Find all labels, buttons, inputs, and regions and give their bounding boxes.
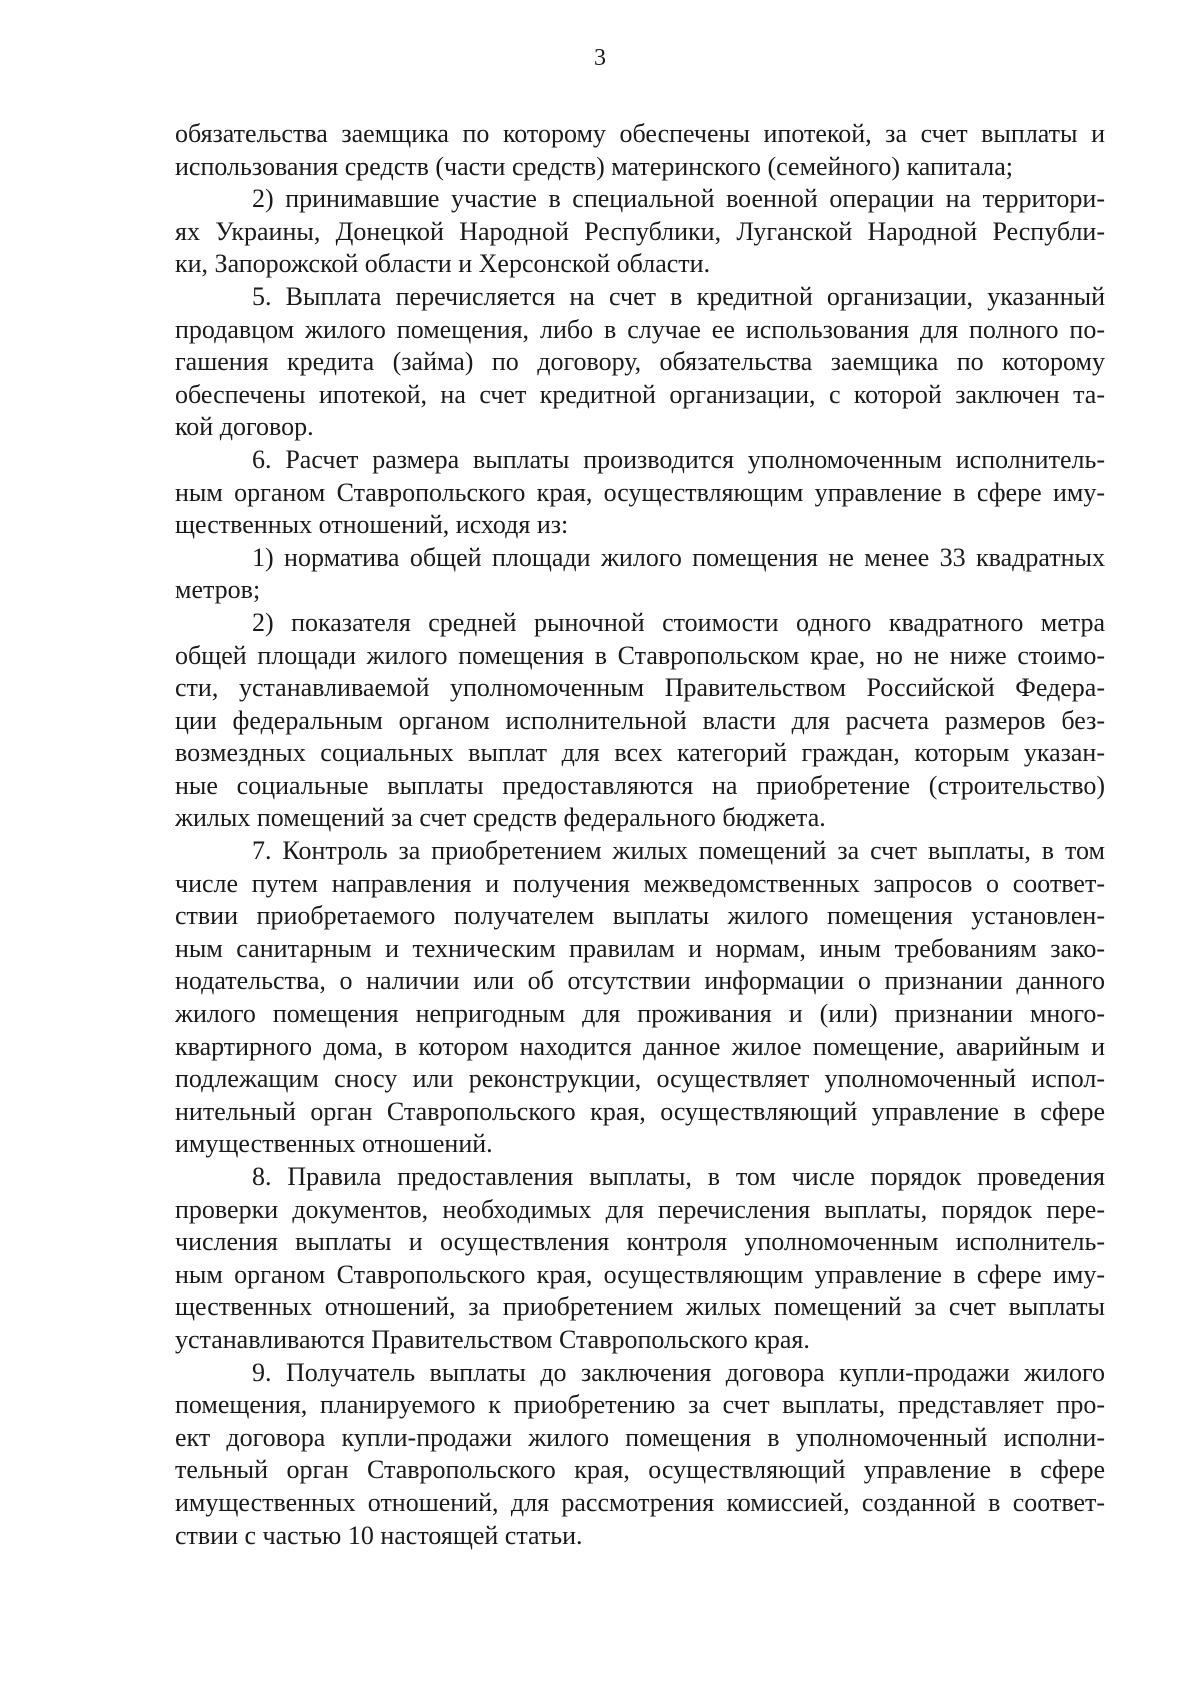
text-line: ствии приобретаемого получателем выплаты жилого помещения установлен-	[175, 901, 1105, 931]
text-line: ные социальные выплаты предоставляются на приобретение (строительство)	[175, 770, 1105, 800]
text-line: сти, устанавливаемой уполномоченным Правительством Российской Федера-	[175, 673, 1105, 703]
text-line: ции федеральным органом исполнительной власти для расчета размеров без-	[175, 705, 1105, 735]
text-line: щественных отношений, исходя из:	[175, 510, 569, 540]
text-line: метров;	[175, 575, 261, 605]
text-line: ным санитарным и техническим правилам и нормам, иным требованиям зако-	[175, 933, 1105, 963]
text-line: нодательства, о наличии или об отсутствии информации о признании данного	[175, 966, 1105, 996]
text-line: кой договор.	[175, 412, 314, 442]
text-line: ект договора купли-продажи жилого помещения в уполномоченный исполни-	[175, 1422, 1105, 1452]
text-line: возмездных социальных выплат для всех категорий граждан, которым указан-	[175, 738, 1105, 768]
text-line: ствии с частью 10 настоящей статьи.	[175, 1520, 583, 1550]
text-line: использования средств (части средств) материнского (семейного) капитала;	[175, 151, 1014, 181]
text-line: ки, Запорожской области и Херсонской области.	[175, 249, 711, 279]
text-line: обязательства заемщика по которому обеспечены ипотекой, за счет выплаты и	[175, 119, 1105, 148]
text-line: проверки документов, необходимых для перечисления выплаты, порядок пере-	[175, 1194, 1105, 1224]
text-line: гашения кредита (займа) по договору, обязательства заемщика по которому	[175, 347, 1105, 377]
text-line: ным органом Ставропольского края, осуществляющим управление в сфере иму-	[175, 477, 1105, 507]
text-line: подлежащим сносу или реконструкции, осуществляет уполномоченный испол-	[175, 1064, 1105, 1094]
text-line: 8. Правила предоставления выплаты, в том числе порядок проведения	[252, 1162, 1105, 1191]
text-line: 5. Выплата перечисляется на счет в кредитной организации, указанный	[252, 281, 1105, 311]
text-line: помещения, планируемого к приобретению за счет выплаты, представляет про-	[175, 1390, 1105, 1420]
text-line: квартирного дома, в котором находится данное жилое помещение, аварийным и	[175, 1031, 1105, 1061]
text-line: 2) принимавшие участие в специальной военной операции на территори-	[252, 184, 1105, 214]
text-line: нительный орган Ставропольского края, осуществляющий управление в сфере	[175, 1096, 1105, 1126]
text-line: имущественных отношений, для рассмотрения комиссией, созданной в соответ-	[175, 1487, 1105, 1517]
text-line: 7. Контроль за приобретением жилых помещений за счет выплаты, в том	[252, 836, 1105, 866]
text-line: числения выплаты и осуществления контроля уполномоченным исполнитель-	[175, 1227, 1105, 1257]
text-line: общей площади жилого помещения в Ставропольском крае, но не ниже стоимо-	[175, 640, 1105, 670]
text-line: 1) норматива общей площади жилого помещения не менее 33 квадратных	[252, 542, 1105, 572]
text-line: тельный орган Ставропольского края, осуществляющий управление в сфере	[175, 1455, 1105, 1485]
document-body	[175, 118, 1105, 1552]
text-line: устанавливаются Правительством Ставропольского края.	[175, 1324, 810, 1354]
text-line: ным органом Ставропольского края, осуществляющим управление в сфере иму-	[175, 1259, 1105, 1289]
text-line: ях Украины, Донецкой Народной Республики, Луганской Народной Республи-	[175, 216, 1105, 246]
text-line: 6. Расчет размера выплаты производится уполномоченным исполнитель-	[252, 444, 1105, 474]
text-line: 9. Получатель выплаты до заключения договора купли-продажи жилого	[252, 1357, 1105, 1387]
page-number: 3	[594, 45, 606, 71]
text-line: 2) показателя средней рыночной стоимости одного квадратного метра	[252, 607, 1105, 637]
text-line: жилого помещения непригодным для проживания и (или) признании много-	[175, 999, 1105, 1029]
text-line: жилых помещений за счет средств федерального бюджета.	[175, 803, 826, 833]
text-line: имущественных отношений.	[175, 1129, 493, 1159]
text-line: обеспечены ипотекой, на счет кредитной организации, с которой заключен та-	[175, 379, 1105, 409]
text-line: продавцом жилого помещения, либо в случае ее использования для полного по-	[175, 314, 1105, 344]
text-line: щественных отношений, за приобретением жилых помещений за счет выплаты	[175, 1292, 1105, 1322]
text-line: числе путем направления и получения межведомственных запросов о соответ-	[175, 868, 1105, 898]
